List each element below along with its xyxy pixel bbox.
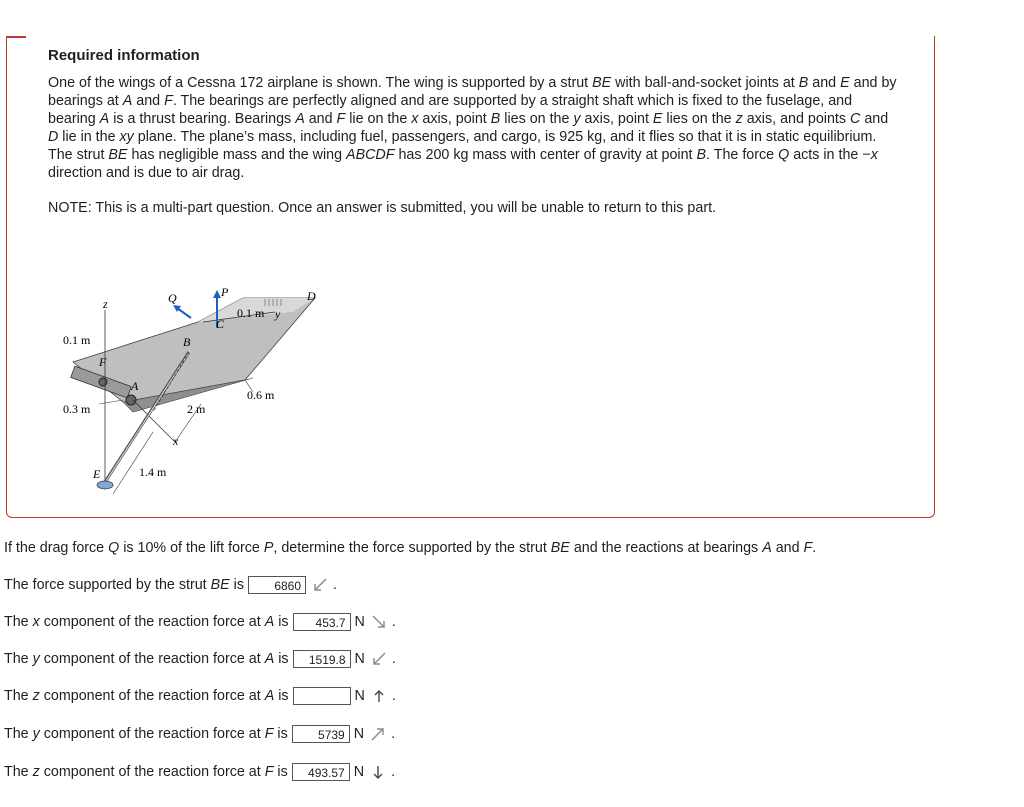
answer-input[interactable] bbox=[293, 687, 351, 705]
problem-statement: One of the wings of a Cessna 172 airplane is shown. The wing is supported by a strut BE with ball-and-socket joints at B and E and by bearings at A and F. The bearings are perfectly aligned and are supported by a straight shaft which is fixed to the fuselage, and bearing A is a thrust bearing. Bearings A and F lie on the x axis, point B lies on the y axis, point E lies on the z axis, and points C and D lie in the xy plane. The plane’s mass, including fuel, passengers, and cargo, is 925 kg, and it flies so that it is in static equilibrium. The strut BE has negligible mass and the wing ABCDF has 200 kg mass with center of gravity at point B. The force Q acts in the −x direction and is due to air drag. bbox=[48, 75, 897, 181]
direction-arrow-icon bbox=[369, 650, 391, 668]
dim-label-06m: 0.6 m bbox=[247, 388, 275, 402]
sentence-period: . bbox=[391, 688, 396, 704]
dim-label-14m: 1.4 m bbox=[139, 465, 167, 479]
sentence-period: . bbox=[333, 577, 337, 593]
direction-arrow-icon bbox=[368, 725, 390, 743]
bearing-f bbox=[99, 378, 107, 386]
dim-label-2m: 2 m bbox=[187, 402, 206, 416]
joint-e bbox=[97, 481, 113, 489]
label-e: E bbox=[93, 467, 101, 481]
direction-arrow-icon bbox=[310, 576, 332, 594]
answer-unit: N bbox=[354, 651, 365, 667]
label-q: Q bbox=[168, 291, 177, 305]
answer-unit: N bbox=[353, 726, 365, 742]
answer-unit: N bbox=[354, 688, 365, 704]
answer-input[interactable]: 453.7 bbox=[293, 613, 351, 631]
label-d: D bbox=[307, 289, 316, 303]
answer-prompt: The force supported by the strut BE is bbox=[4, 577, 245, 593]
answer-prompt: The z component of the reaction force at F is bbox=[4, 764, 288, 780]
answer-prompt: The z component of the reaction force at A is bbox=[4, 688, 289, 704]
question-text: If the drag force Q is 10% of the lift force P, determine the force supported by the strut BE and the reactions at bearings A and F. bbox=[4, 540, 817, 556]
label-y: y bbox=[275, 307, 281, 321]
answer-unit: N bbox=[353, 764, 365, 780]
dim-label-03m: 0.3 m bbox=[63, 402, 91, 416]
answer-input[interactable]: 5739 bbox=[292, 725, 350, 743]
answer-row bbox=[4, 612, 396, 632]
force-p-head bbox=[213, 290, 221, 298]
bearing-a bbox=[126, 395, 136, 405]
label-c: C bbox=[216, 317, 225, 331]
sentence-period: . bbox=[391, 726, 396, 742]
answer-row bbox=[4, 762, 395, 782]
label-a: A bbox=[131, 379, 139, 393]
answer-prompt: The y component of the reaction force at F is bbox=[4, 726, 288, 742]
answer-row bbox=[4, 649, 396, 669]
answer-input[interactable]: 6860 bbox=[248, 576, 306, 594]
multi-part-note: NOTE: This is a multi-part question. Once an answer is submitted, you will be unable to return to this part. bbox=[48, 200, 717, 216]
panel-accent bbox=[6, 36, 26, 44]
required-information-panel bbox=[6, 36, 935, 518]
label-z: z bbox=[103, 297, 108, 311]
answer-row bbox=[4, 575, 337, 595]
sentence-period: . bbox=[391, 651, 396, 667]
sentence-period: . bbox=[391, 764, 396, 780]
label-f: F bbox=[99, 355, 107, 369]
answer-row bbox=[4, 686, 396, 706]
answer-input[interactable]: 1519.8 bbox=[293, 650, 351, 668]
direction-arrow-icon bbox=[368, 763, 390, 781]
answer-prompt: The x component of the reaction force at A is bbox=[4, 614, 289, 630]
panel-title: Required information bbox=[48, 47, 200, 64]
label-x: x bbox=[173, 434, 179, 448]
answer-prompt: The y component of the reaction force at A is bbox=[4, 651, 289, 667]
direction-arrow-icon bbox=[369, 613, 391, 631]
answer-input[interactable]: 493.57 bbox=[292, 763, 350, 781]
label-b: B bbox=[183, 335, 191, 349]
answer-row bbox=[4, 724, 395, 744]
dim-label-01m-left: 0.1 m bbox=[63, 333, 91, 347]
force-q-arrow bbox=[177, 308, 191, 318]
label-p: P bbox=[221, 285, 229, 299]
direction-arrow-icon bbox=[369, 687, 391, 705]
answer-unit: N bbox=[354, 614, 365, 630]
wing-figure bbox=[53, 282, 343, 500]
dim-line-03m bbox=[99, 400, 123, 404]
sentence-period: . bbox=[391, 614, 396, 630]
dim-label-01m-top: 0.1 m bbox=[237, 306, 265, 320]
